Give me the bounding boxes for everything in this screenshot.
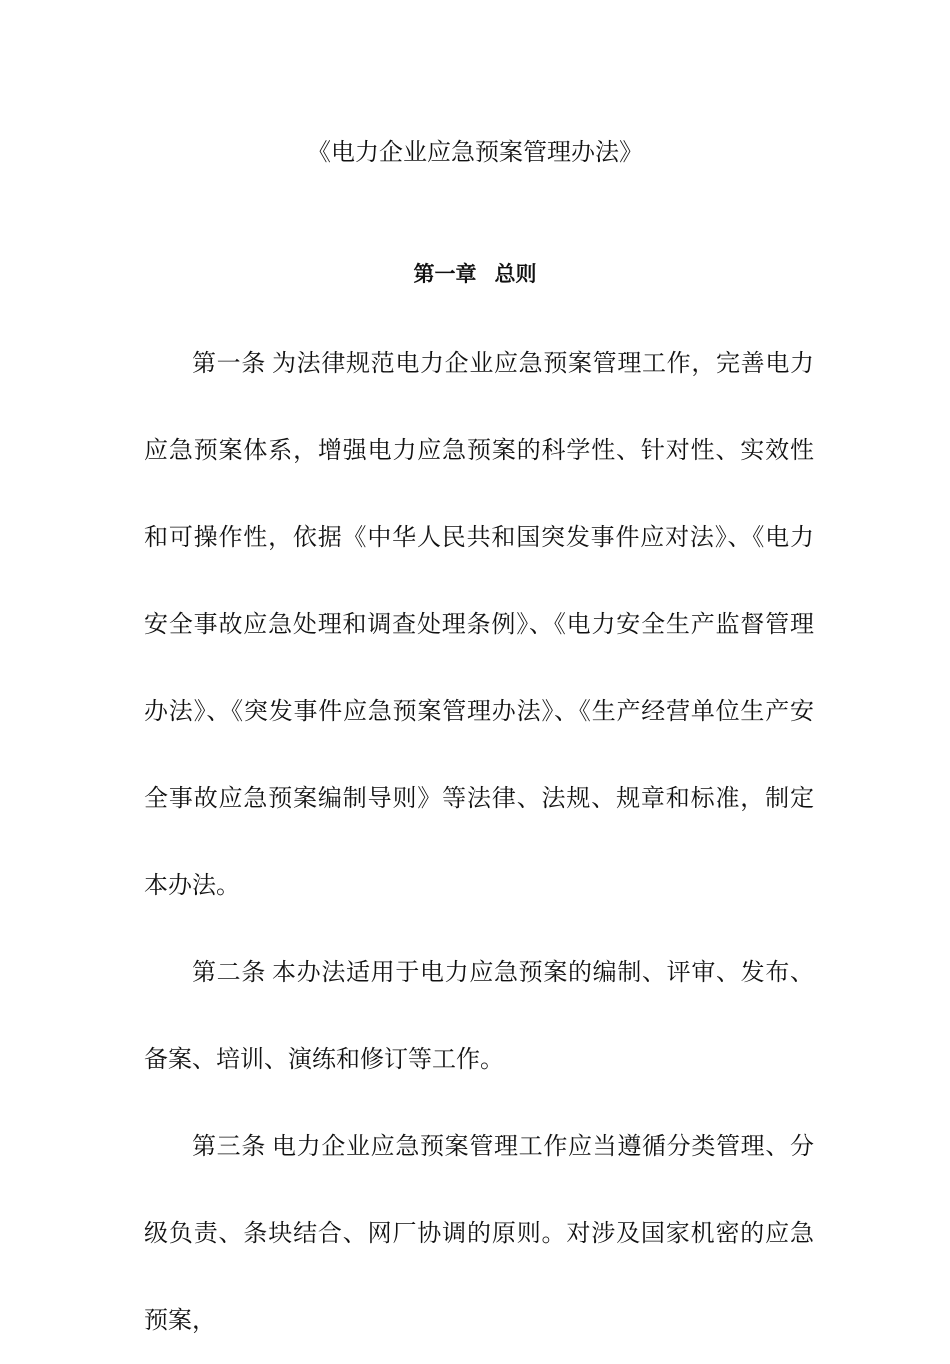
article-1 (144, 320, 814, 929)
article-label: 第二条 (192, 958, 266, 986)
article-2 (144, 929, 814, 1103)
article-text: 本办法适用于电力应急预案的编制、评审、发布、备案、培训、演练和修订等工作。 (144, 958, 814, 1073)
document-body (144, 320, 814, 1364)
article-text: 为法律规范电力企业应急预案管理工作，完善电力应急预案体系，增强电力应急预案的科学性、针对性、实效性和可操作性，依据《中华人民共和国突发事件应对法》、《电力安全事故应急处理和调查处理条例》、《电力安全生产监督管理办法》、《突发事件应急预案管理办法》、《生产经营单位生产安全事故应急预案编制导则》等法律、法规、规章和标准，制定本办法。 (144, 349, 814, 899)
chapter-heading (0, 254, 950, 294)
article-3 (144, 1103, 814, 1364)
article-label: 第三条 (192, 1132, 266, 1160)
article-text: 电力企业应急预案管理工作应当遵循分类管理、分级负责、条块结合、网厂协调的原则。对涉及国家机密的应急预案， (144, 1132, 814, 1334)
document-title: 《电力企业应急预案管理办法》 (307, 138, 643, 166)
article-label: 第一条 (192, 349, 266, 377)
chapter-name: 总则 (494, 262, 537, 286)
chapter-number: 第一章 (413, 262, 477, 286)
